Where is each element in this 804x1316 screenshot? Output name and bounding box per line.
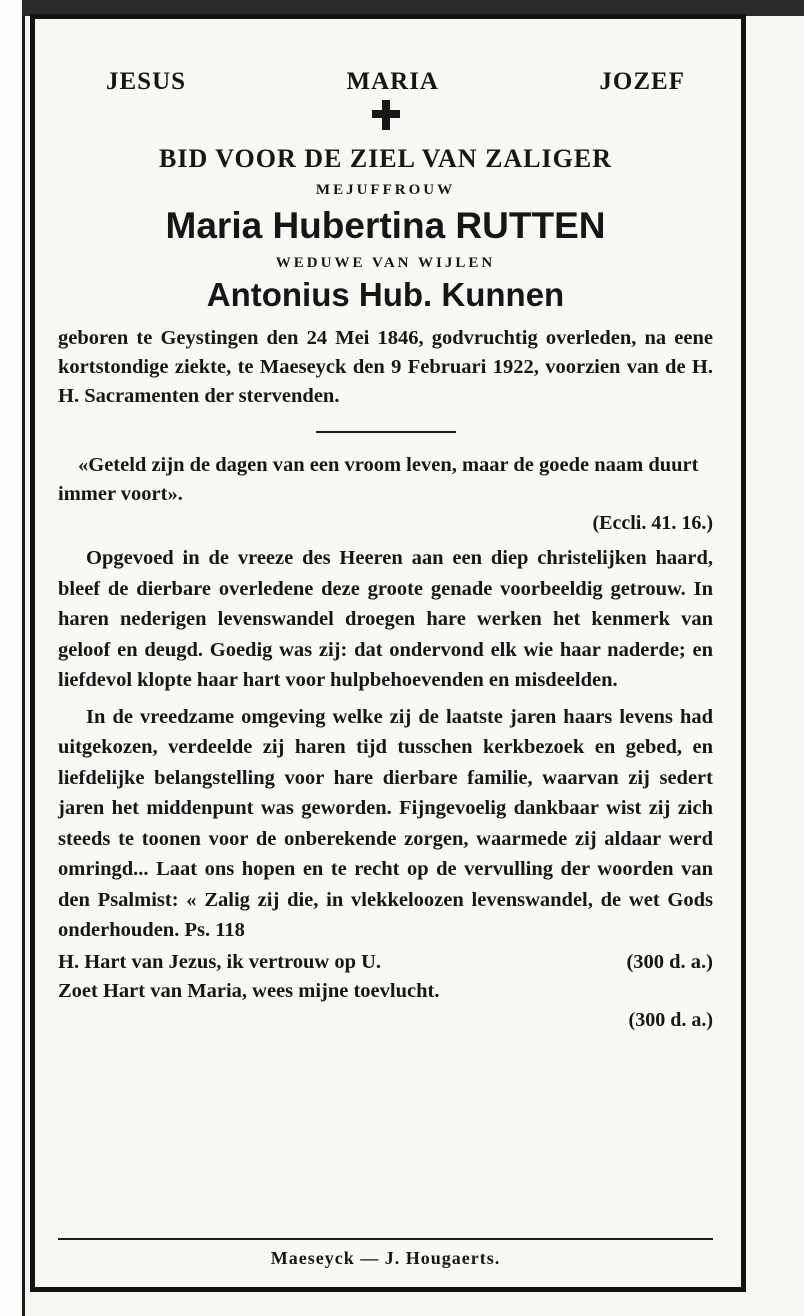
- indulgence-2: (300 d. a.): [628, 1008, 713, 1031]
- printer-credit: Maeseyck — J. Hougaerts.: [270, 1248, 501, 1268]
- honorific: MEJUFFROUW: [315, 182, 456, 198]
- relation-label: WEDUWE VAN WIJLEN: [275, 255, 496, 271]
- footer-rule: [58, 1238, 713, 1240]
- scripture-reference: (Eccli. 41. 16.): [592, 512, 713, 534]
- header-maria: MARIA: [346, 68, 439, 95]
- header-jozef: JOZEF: [599, 68, 685, 95]
- indulgence-1: (300 d. a.): [626, 950, 713, 973]
- header-jesus: JESUS: [106, 68, 187, 95]
- prayer-immaculate-heart: Zoet Hart van Maria, wees mijne toevlucht.: [58, 979, 440, 1002]
- biographical-intro: geboren te Geystingen den 24 Mei 1846, godvruchtig overleden, na eene kortstondige ziekte, te Maeseyck den 9 Februari 1922, voorzien van de H. H. Sacramenten der stervenden.: [58, 327, 713, 407]
- life-paragraph-1: Opgevoed in de vreeze des Heeren aan een diep christelijken haard, bleef de dierbare overledene deze groote genade voorbeeldig getrouw. In haren nederigen levenswandel droegen hare werken het kenmerk van geloof en deugd. Goedig was zij: dat ondervond elk wie haar naderde; en liefdevol klopte haar hart voor hulpbehoevenden en misdeelden.: [58, 547, 713, 691]
- spouse-name: Antonius Hub. Kunnen: [206, 276, 565, 313]
- cross-icon: [58, 98, 713, 136]
- closing-prayers: [58, 948, 713, 1034]
- divider-line: [316, 431, 456, 433]
- scripture-quote: «Geteld zijn de dagen van een vroom leven, maar de goede naam duurt immer voort».: [58, 454, 699, 505]
- holy-family-header: [58, 68, 713, 96]
- prayer-row-1: [58, 948, 713, 977]
- life-paragraph-2: In de vreedzame omgeving welke zij de laatste jaren haars levens had uitgekozen, verdeelde zij haren tijd tusschen kerkbezoek en gebed, en liefdelijke belangstelling voor hare dierbare familie, waarvan zij sedert jaren het middenpunt was geworden. Fijngevoelig dankbaar wist zij zich steeds te toonen voor de onberekende zorgen, waarmede zij aldaar werd omringd... Laat ons hopen en te recht op de vervulling der woorden van den Psalmist: « Zalig zij die, in vlekkeloozen levenswandel, de wet Gods onderhouden. Ps. 118: [58, 705, 713, 941]
- card-content: [58, 60, 713, 1034]
- prayer-heading: BID VOOR DE ZIEL VAN ZALIGER: [158, 144, 612, 173]
- prayer-sacred-heart: H. Hart van Jezus, ik vertrouw op U.: [58, 950, 382, 973]
- deceased-name: Maria Hubertina RUTTEN: [165, 205, 606, 246]
- page-left-edge: [0, 0, 25, 1316]
